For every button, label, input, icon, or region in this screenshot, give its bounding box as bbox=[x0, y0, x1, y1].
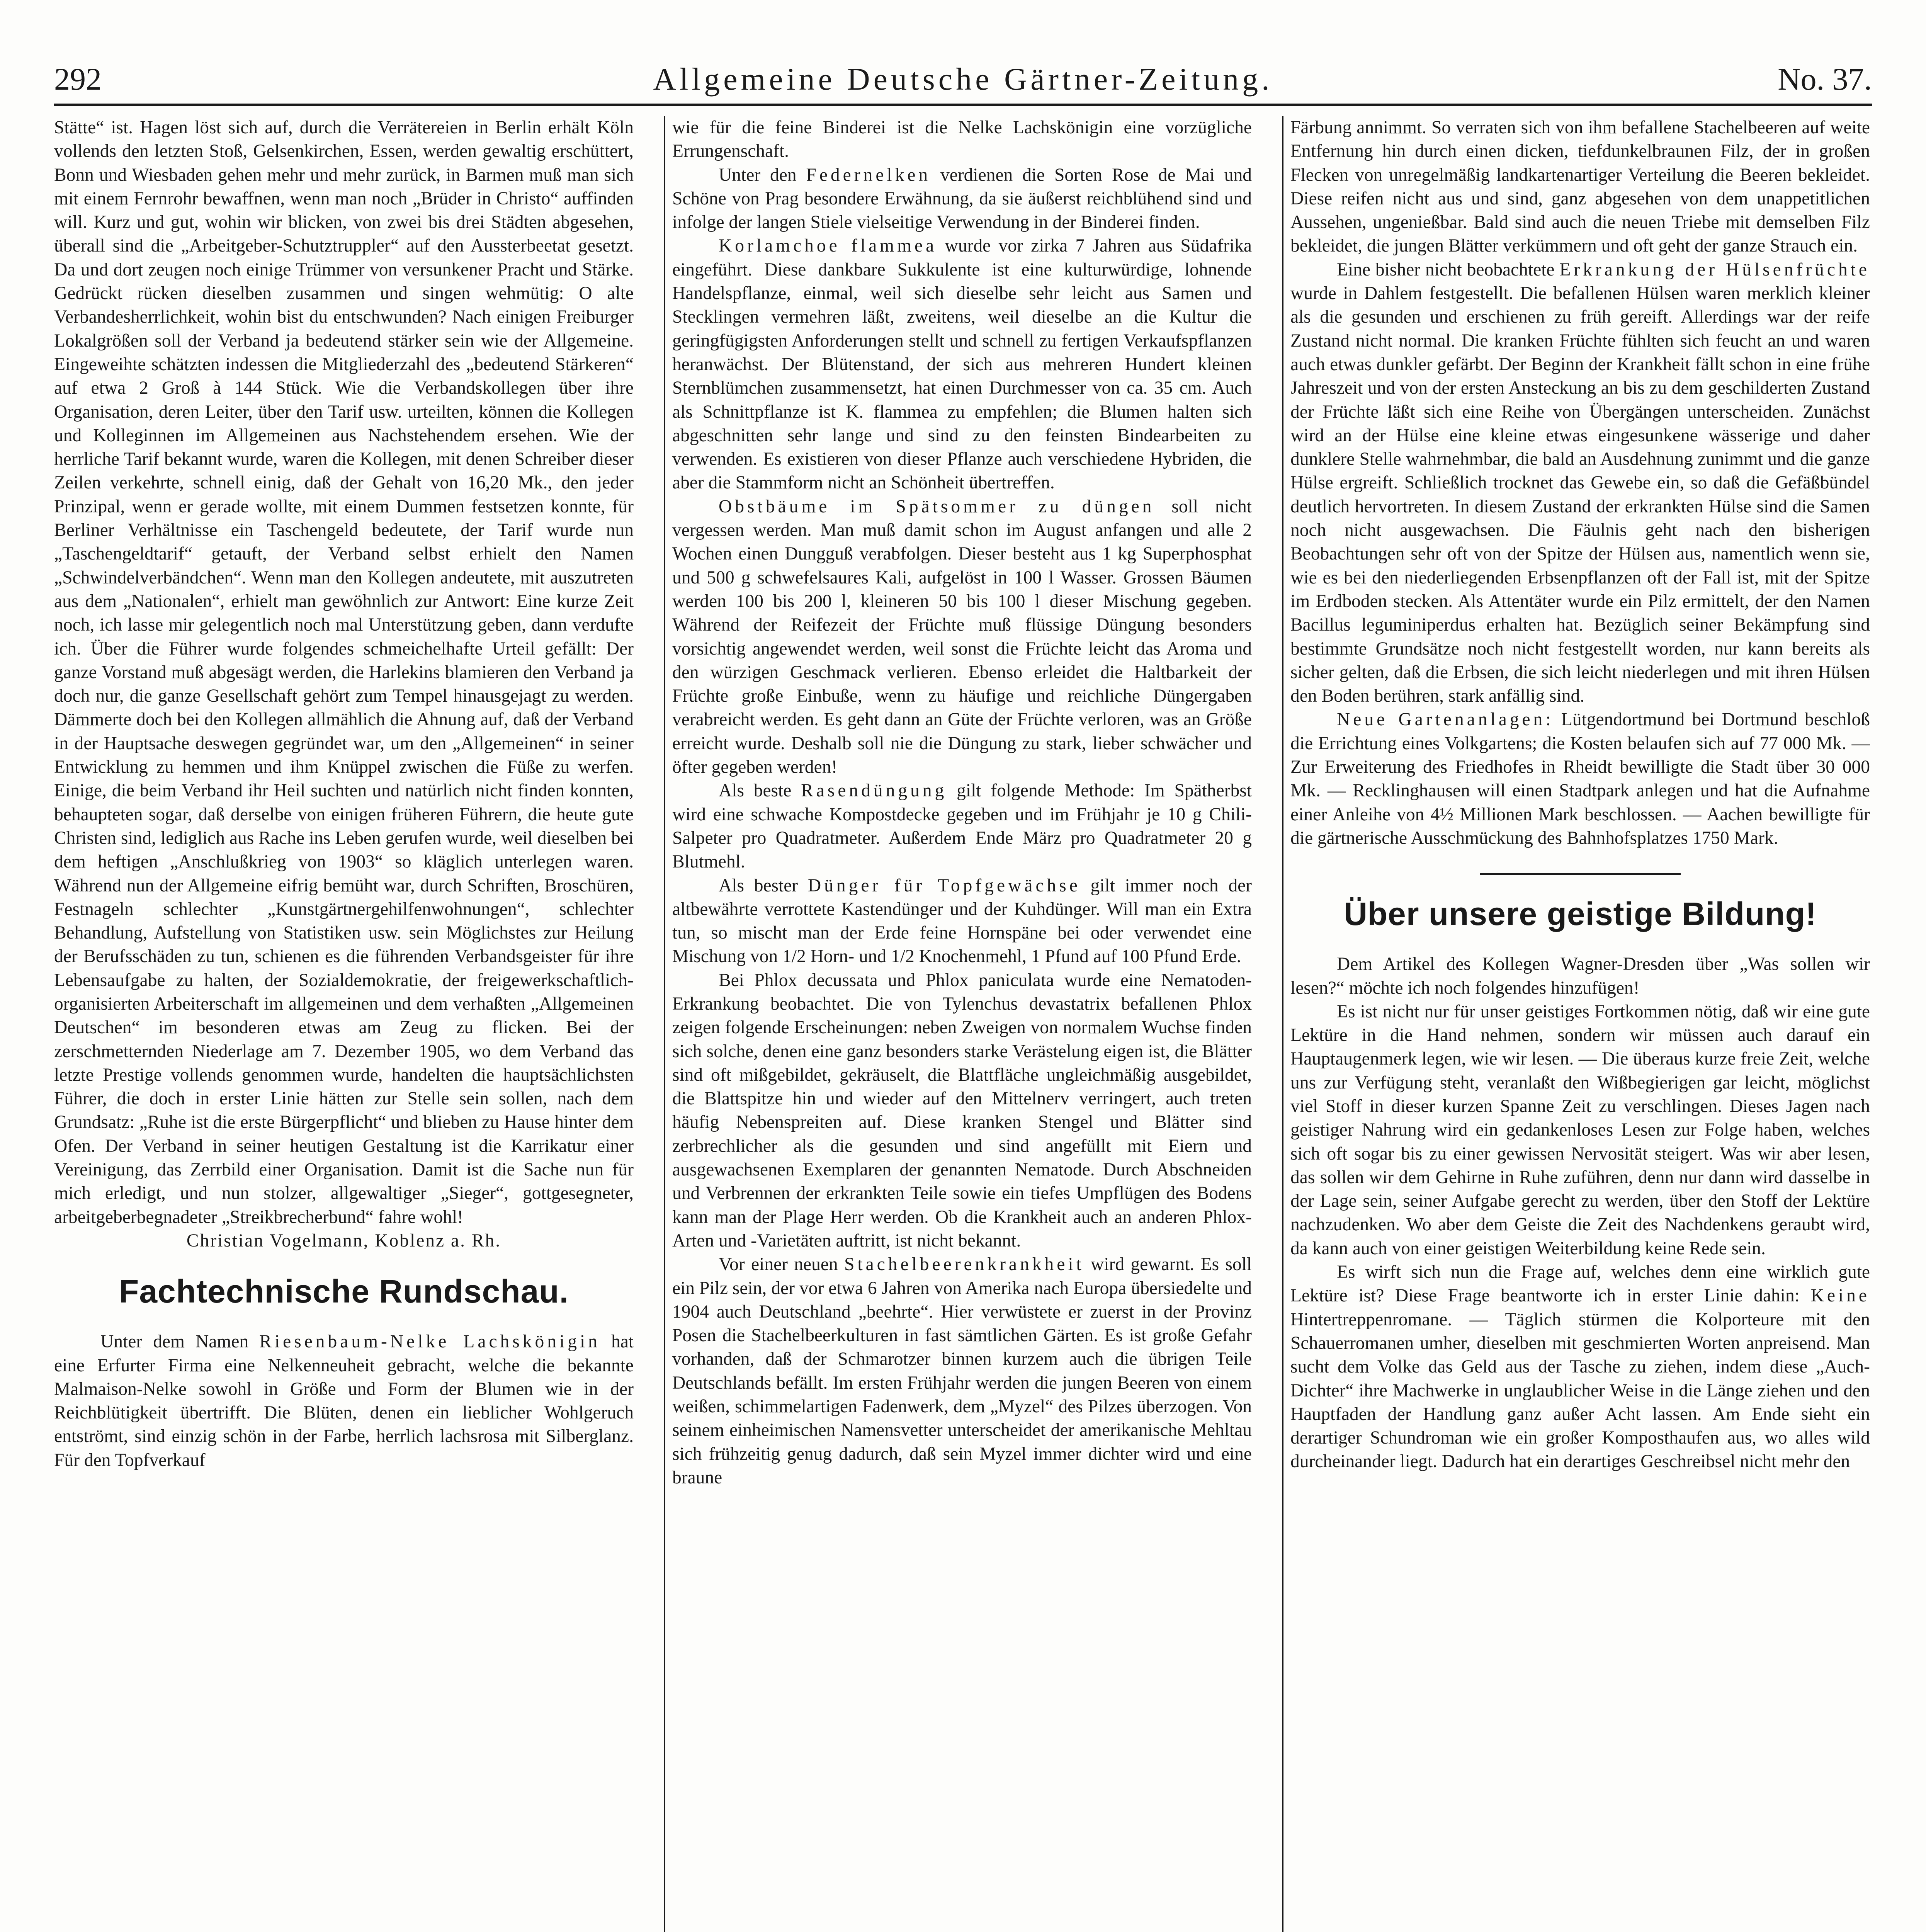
paragraph-lead: Es wirft sich nun die Frage auf, welches denn eine wirklich gute Lektüre ist? Diese Frage beantworte ich in erster Linie dahin: bbox=[1290, 1262, 1870, 1306]
spaced-term: Dünger für Topfgewächse bbox=[807, 875, 1081, 896]
column-2 bbox=[672, 116, 1252, 1932]
paragraph-lead: Als bester bbox=[719, 875, 808, 896]
column-3 bbox=[1290, 116, 1870, 1932]
spaced-term: Korlamchoe flammea bbox=[719, 236, 937, 256]
article-paragraph: wie für die feine Binderei ist die Nelke Lachskönigin eine vorzügliche Errungenschaft. bbox=[672, 117, 1252, 162]
page-number: 292 bbox=[54, 61, 102, 97]
article-paragraph bbox=[1290, 258, 1870, 708]
spaced-term: Neue Gartenanlagen: bbox=[1337, 709, 1554, 730]
header-rule bbox=[54, 104, 1872, 106]
spaced-term: Stachelbeerenkrankheit bbox=[844, 1254, 1085, 1275]
article-paragraph: Bei Phlox decussata und Phlox paniculata wurde eine Nematoden-Erkrankung beobachtet. Die von Tylenchus devastatrix befallenen Phlox zeigen folgende Erscheinungen: neben Zweigen von normalem Wuchse finden sich solche, denen eine ganz besonders starke Verästelung eigen ist, die Blätter sind oft mißgebildet, gekräuselt, die Blattfläche ungleichmäßig ausgebildet, die Blattspitze hin und wieder auf den Mittelnerv verringert, auch treten häufig Nebenspreiten auf. Diese kranken Stengel und Blätter sind zerbrechlicher als die gesunden und sind angefüllt mit Eiern und ausgewachsenen Exemplaren der genannten Nematode. Durch Abschneiden und Verbrennen der erkrankten Teile sowie ein tiefes Umpflügen des Bodens kann man der Plage Herr werden. Ob die Krankheit auch an anderen Phlox-Arten und -Varietäten auftritt, ist nicht bekannt. bbox=[672, 970, 1252, 1251]
spaced-term: Rasendüngung bbox=[801, 781, 947, 801]
article-paragraph: Dem Artikel des Kollegen Wagner-Dresden über „Was sollen wir lesen?“ möchte ich noch folgendes hinzufügen! bbox=[1290, 954, 1870, 998]
article-paragraph bbox=[672, 1253, 1252, 1490]
paragraph-lead: Unter dem Namen bbox=[100, 1332, 260, 1352]
article-paragraph: Färbung annimmt. So verraten sich von ihm befallene Stachelbeeren auf weite Entfernung hin durch einen dicken, tiefdunkelbraunen Filz, der in großen Flecken von unregelmäßig landkartenartiger Verteilung die Beeren bekleidet. Diese reifen nicht aus und sind, ganz abgesehen von dem unappetitlichen Aussehen, ungenießbar. Bald sind auch die neuen Triebe mit demselben Filz bekleidet, die jungen Blätter verkümmern und oft geht der ganze Strauch ein. bbox=[1290, 117, 1870, 256]
section-heading: Fachtechnische Rundschau. bbox=[119, 1273, 569, 1310]
paragraph-text: soll nicht vergessen werden. Man muß damit schon im August anfangen und alle 2 Wochen einen Dungguß verabfolgen. Dieser besteht aus 1 kg Superphosphat und 500 g schwefelsaures Kali, aufgelöst in 100 l Wasser. Grossen Bäumen werden 100 bis 200 l, kleineren 50 bis 100 l dieser Mischung gegeben. Während der Reifezeit der Früchte muß flüssige Düngung besonders vorsichtig angewendet werden, weil sonst die Früchte leicht das Aroma und den würzigen Geschmack verlieren. Ebenso erleidet die Haltbarkeit der Früchte große Einbuße, wenn zu häufige und reichliche Düngergaben verabreicht werden. Es geht dann an Güte der Früchte verloren, was an Größe erreicht wurde. Deshalb soll nie die Düngung zu stark, lieber schwächer und öfter gegeben werden! bbox=[672, 496, 1252, 777]
article-paragraph bbox=[672, 234, 1252, 495]
paragraph-lead: Als beste bbox=[719, 781, 801, 801]
spaced-term: Federnelken bbox=[806, 165, 931, 185]
column-divider bbox=[1282, 116, 1283, 1932]
spaced-term: Obstbäume im Spätsommer zu düngen bbox=[719, 496, 1155, 517]
paragraph-text: wurde vor zirka 7 Jahren aus Südafrika eingeführt. Diese dankbare Sukkulente ist eine kulturwürdige, lohnende Handelspflanze, einmal, weil sich dieselbe sehr leicht aus Samen und Stecklingen vermehren läßt, zweitens, weil dieselbe an die Kultur die geringfügigsten Anforderungen stellt und schnell zu fertigen Verkaufspflanzen heranwächst. Der Blütenstand, der sich aus mehreren Hundert kleinen Sternblümchen zusammensetzt, hat einen Durchmesser von ca. 35 cm. Auch als Schnittpflanze ist K. flammea zu empfehlen; die Blumen halten sich abgeschnitten sehr lange und sind zu den feinsten Bindearbeiten zu verwenden. Es existieren von dieser Pflanze auch verschiedene Hybriden, die aber die Stammform nicht an Schönheit übertreffen. bbox=[672, 236, 1252, 493]
paragraph-text: gilt folgende Methode: Im Spätherbst wird eine schwache Kompostdecke gegeben und im Frühjahr je 10 g Chili-Salpeter pro Quadratmeter. Außerdem Ende März pro Quadratmeter 20 g Blutmehl. bbox=[672, 781, 1252, 872]
spaced-term: Erkrankung der Hülsenfrüchte bbox=[1559, 259, 1870, 280]
paragraph-lead: Unter den bbox=[719, 165, 806, 185]
article-paragraph bbox=[54, 1330, 634, 1472]
paragraph-text: Lütgendortmund bei Dortmund beschloß die Errichtung eines Volkgartens; die Kosten belaufen sich auf 77 000 Mk. — Zur Erweiterung des Friedhofes in Rheidt bewilligte die Stadt über 30 000 Mk. — Recklinghausen will einen Stadtpark anlegen und hat die Aufnahme einer Anleihe von 4½ Millionen Mark beschlossen. — Aachen bewilligte für die gärtnerische Ausschmückung des Bahnhofsplatzes 1750 Mark. bbox=[1290, 709, 1870, 848]
masthead-title: Allgemeine Deutsche Gärtner-Zeitung. bbox=[653, 61, 1273, 97]
article-paragraph bbox=[672, 163, 1252, 235]
paragraph-text: wird gewarnt. Es soll ein Pilz sein, der vor etwa 6 Jahren von Amerika nach Europa übersiedelte und 1904 auch Deutschland „beehrte“. Hier verwüstete er zuerst in der Provinz Posen die Stachelbeerkulturen in fast sämtlichen Gärten. Es ist große Gefahr vorhanden, daß der Schmarotzer binnen kurzem auch die übrigen Teile Deutschlands befällt. Im ersten Frühjahr werden die jungen Beeren von einem weißen, schimmelartigen Fadenwerk, dem „Myzel“ des Pilzes überzogen. Von seinem einheimischen Namensvetter unterscheidet der amerikanische Mehltau sich frühzeitig genug dadurch, daß sein Myzel immer dichter wird und eine braune bbox=[672, 1254, 1252, 1488]
article-paragraph bbox=[1290, 708, 1870, 850]
article-paragraph bbox=[672, 779, 1252, 874]
section-divider bbox=[1480, 873, 1681, 875]
article-paragraph: Stätte“ ist. Hagen löst sich auf, durch die Verrätereien in Berlin erhält Köln vollends den letzten Stoß, Gelsenkirchen, Essen, werden gewaltig erschüttert, Bonn und Wiesbaden gehen mehr und mehr zurück, in Barmen muß man sich mit einem Fernrohr bewaffnen, wenn man noch „Brüder in Christo“ auffinden will. Kurz und gut, wohin wir blicken, von zwei bis drei Städten abgesehen, überall sind die „Arbeitgeber-Schutztruppler“ auf den Aussterbeetat gesetzt. Da und dort zeugen noch einige Trümmer von versunkener Pracht und Stärke. Gedrückt rücken dieselben zusammen und singen wehmütig: O alte Verbandesherrlichkeit, wohin bist du entschwunden? Nach einigen Freiburger Lokalgrößen soll der Verband ja bedeutend stärker sein wie der Allgemeine. Eingeweihte schätzten indessen die Mitgliederzahl des „bedeutend Stärkeren“ auf etwa 2 Groß à 144 Stück. Wie die Verbandskollegen über ihre Organisation, deren Leiter, über den Tarif usw. urteilten, können die Kollegen und Kolleginnen im Allgemeinen aus Nachstehendem ersehen. Wie der herrliche Tarif bekannt wurde, waren die Kollegen, mit denen Schreiber dieser Zeilen verkehrte, schnell einig, daß der Gehalt von 16,20 Mk., den jeder Prinzipal, wenn er gerade wollte, mit einem Dummen festsetzen konnte, für Berliner Verhältnisse ein Taschengeld bedeutete, der Tarif wurde nun „Taschengeldtarif“ getauft, der Verband selbst erhielt den Namen „Schwindelverbändchen“. Wenn man den Kollegen andeutete, mit auszutreten aus dem „Nationalen“, erhielt man gewöhnlich zur Antwort: Eine kurze Zeit noch, ich lasse mir gelegentlich noch mal Unterstützung geben, dann verdufte ich. Über die Führer wurde folgendes schmeichelhafte Urteil gefällt: Der ganze Vorstand muß abgesägt werden, die Harlekins blamieren den Verband ja doch nur, die ganze Gesellschaft gehört zum Tempel hinausgejagt zu werden. Dämmerte doch bei den Kollegen allmählich die Ahnung auf, daß der Verband in der Hauptsache deswegen gegründet war, um den „Allgemeinen“ in seiner Entwicklung zu hemmen und ihm Knüppel zwischen die Füße zu werfen. Einige, die beim Verband ihr Heil suchten und natürlich nicht finden konnten, behaupteten sogar, daß derselbe von einigen früheren Führern, die heute gute Christen sind, lediglich aus Rache ins Leben gerufen wurde, weil dieselben bei dem heftigen „Anschlußkrieg von 1903“ so kläglich unterlegen waren. Während nun der Allgemeine eifrig bemüht war, durch Schriften, Broschüren, Festnageln schlechter „Kunstgärtnergehilfenwohnungen“, schlechter Behandlung, Aufstellung von Statistiken usw. sein Möglichstes zur Heilung der Berufsschäden zu tun, schienen es die führenden Verbandsgeister für ihre Lebensaufgabe zu halten, der Sozialdemokratie, der freigewerkschaftlich-organisierten Arbeiterschaft im allgemeinen und dem verhaßten „Allgemeinen Deutschen“ im besonderen etwas am Zeug zu flicken. Bei der zerschmetternden Niederlage am 7. Dezember 1905, wo dem Verband das letzte Prestige vollends genommen wurde, handelten die hauptsächlichsten Führer, die doch in erster Linie hätten zur Stelle sein sollen, nach dem Grundsatz: „Ruhe ist die erste Bürgerpflicht“ und blieben zu Hause hinter dem Ofen. Der Verband in seiner heutigen Gestaltung ist die Karrikatur einer Vereinigung, das Zerrbild einer Organisation. Damit ist die Sache nun für mich erledigt, und nun stolzer, allgewaltiger „Sieger“, gottgesegneter, arbeitgeberbegnadeter „Streikbrecherbund“ fahre wohl! bbox=[54, 117, 634, 1227]
issue-number: No. 37. bbox=[1778, 61, 1872, 97]
paragraph-text: verdienen die Sorten Rose de Mai und Schöne von Prag besondere Erwähnung, da sie äußerst reichblühend sind und infolge der langen Stiele vielseitige Verwendung in der Binderei finden. bbox=[672, 165, 1252, 233]
article-signature: Christian Vogelmann, Koblenz a. Rh. bbox=[186, 1230, 501, 1251]
section-heading: Über unsere geistige Bildung! bbox=[1344, 896, 1817, 932]
spaced-term: Keine bbox=[1810, 1286, 1870, 1306]
page-header bbox=[54, 58, 1872, 100]
article-paragraph: Es ist nicht nur für unser geistiges Fortkommen nötig, daß wir eine gute Lektüre in die Hand nehmen, sondern wir müssen auch darauf ein Hauptaugenmerk legen, wie wir lesen. — Die überaus kurze freie Zeit, welche uns zur Verfügung steht, veranlaßt den Wißbegierigen gar leicht, möglichst viel Stoff in dieser kurzen Spanne Zeit zu verschlingen. Dieses Jagen nach geistiger Nahrung wird ein gedankenloses Lesen zur Folge haben, welches sich oft sogar bis zu einer gewissen Nervosität steigert. Was wir aber lesen, das sollen wir dem Gehirne in Ruhe zuführen, denn nur dann wird dasselbe in der Lage sein, seiner Aufgabe gerecht zu werden, über den Stoff der Lektüre nachzudenken. Wo aber dem Geiste die Zeit des Nachdenkens geraubt wird, da kann auch von einer geistigen Weiterbildung keine Rede sein. bbox=[1290, 1001, 1870, 1259]
paragraph-text: Hintertreppenromane. — Täglich stürmen die Kolporteure mit den Schauerromanen umher, dieselben mit geschmierten Worten anpreisend. Man sucht dem Volke das Geld aus der Tasche zu ziehen, indem diese „Auch-Dichter“ ihre Machwerke in unglaublicher Weise in die Länge ziehen und den Hauptfaden der Handlung ganz außer Acht lassen. Am Ende sieht ein derartiger Schundroman wie ein großer Komposthaufen aus, wo alles wild durcheinander liegt. Dadurch hat ein derartiges Geschreibsel nicht mehr den bbox=[1290, 1309, 1870, 1472]
paragraph-text: gilt immer noch der altbewährte verrottete Kastendünger und der Kuhdünger. Will man ein Extra tun, so mischt man der Erde feine Hornspäne bei oder verwendet eine Mischung von 1/2 Horn- und 1/2 Knochenmehl, 1 Pfund auf 100 Pfund Erde. bbox=[672, 875, 1252, 967]
column-divider bbox=[664, 116, 665, 1932]
paragraph-text: hat eine Erfurter Firma eine Nelkenneuheit gebracht, welche die bekannte Malmaison-Nelke sowohl in Größe und Form der Blumen wie in der Reichblütigkeit übertrifft. Die Blüten, denen ein lieblicher Wohlgeruch entströmt, sind einzig schön in der Farbe, herrlich lachsrosa mit Silberglanz. Für den Topfverkauf bbox=[54, 1332, 634, 1470]
article-paragraph bbox=[1290, 1260, 1870, 1474]
paragraph-text: wurde in Dahlem festgestellt. Die befallenen Hülsen waren merklich kleiner als die gesunden und erschienen zu früh gereift. Allerdings war der reife Zustand nicht normal. Die kranken Früchte fühlten sich feucht an und waren auch etwas dunkler gefärbt. Der Beginn der Krankheit fällt schon in eine frühe Jahreszeit und von der ersten Ansteckung an bis zu dem geschilderten Zustand der Früchte läßt sich eine Reihe von Übergängen unterscheiden. Zunächst wird an der Hülse eine kleine etwas eingesunkene wässerige und daher dunklere Stelle wahrnehmbar, die bald an Ausdehnung zunimmt und die ganze Hülse ergreift. Schließlich trocknet das Gewebe ein, so daß die Gefäßbündel deutlich hervortreten. In diesem Zustand der erkrankten Hülse sind die Samen noch nicht ausgewachsen. Die Fäulnis geht nach den bisherigen Beobachtungen sehr oft von der Spitze der Hülsen aus, namentlich wenn sie, wie es bei den niederliegenden Erbsenpflanzen oft der Fall ist, mit der Spitze im Erdboden stecken. Als Attentäter wurde ein Pilz ermittelt, der den Namen Bacillus leguminiperdus erhalten hat. Bezüglich seiner Bekämpfung sind bestimmte Grundsätze noch nicht festgestellt worden, nur kann bereits als sicher gelten, daß die Erbsen, die sich leicht niederlegen und mit ihren Hülsen den Boden berühren, stark anfällig sind. bbox=[1290, 283, 1870, 706]
article-paragraph bbox=[672, 495, 1252, 779]
column-1 bbox=[54, 116, 634, 1932]
paragraph-lead: Eine bisher nicht beobachtete bbox=[1337, 259, 1560, 280]
article-paragraph bbox=[672, 874, 1252, 969]
paragraph-lead: Vor einer neuen bbox=[719, 1254, 844, 1275]
spaced-term: Riesenbaum-Nelke Lachskönigin bbox=[259, 1332, 600, 1352]
